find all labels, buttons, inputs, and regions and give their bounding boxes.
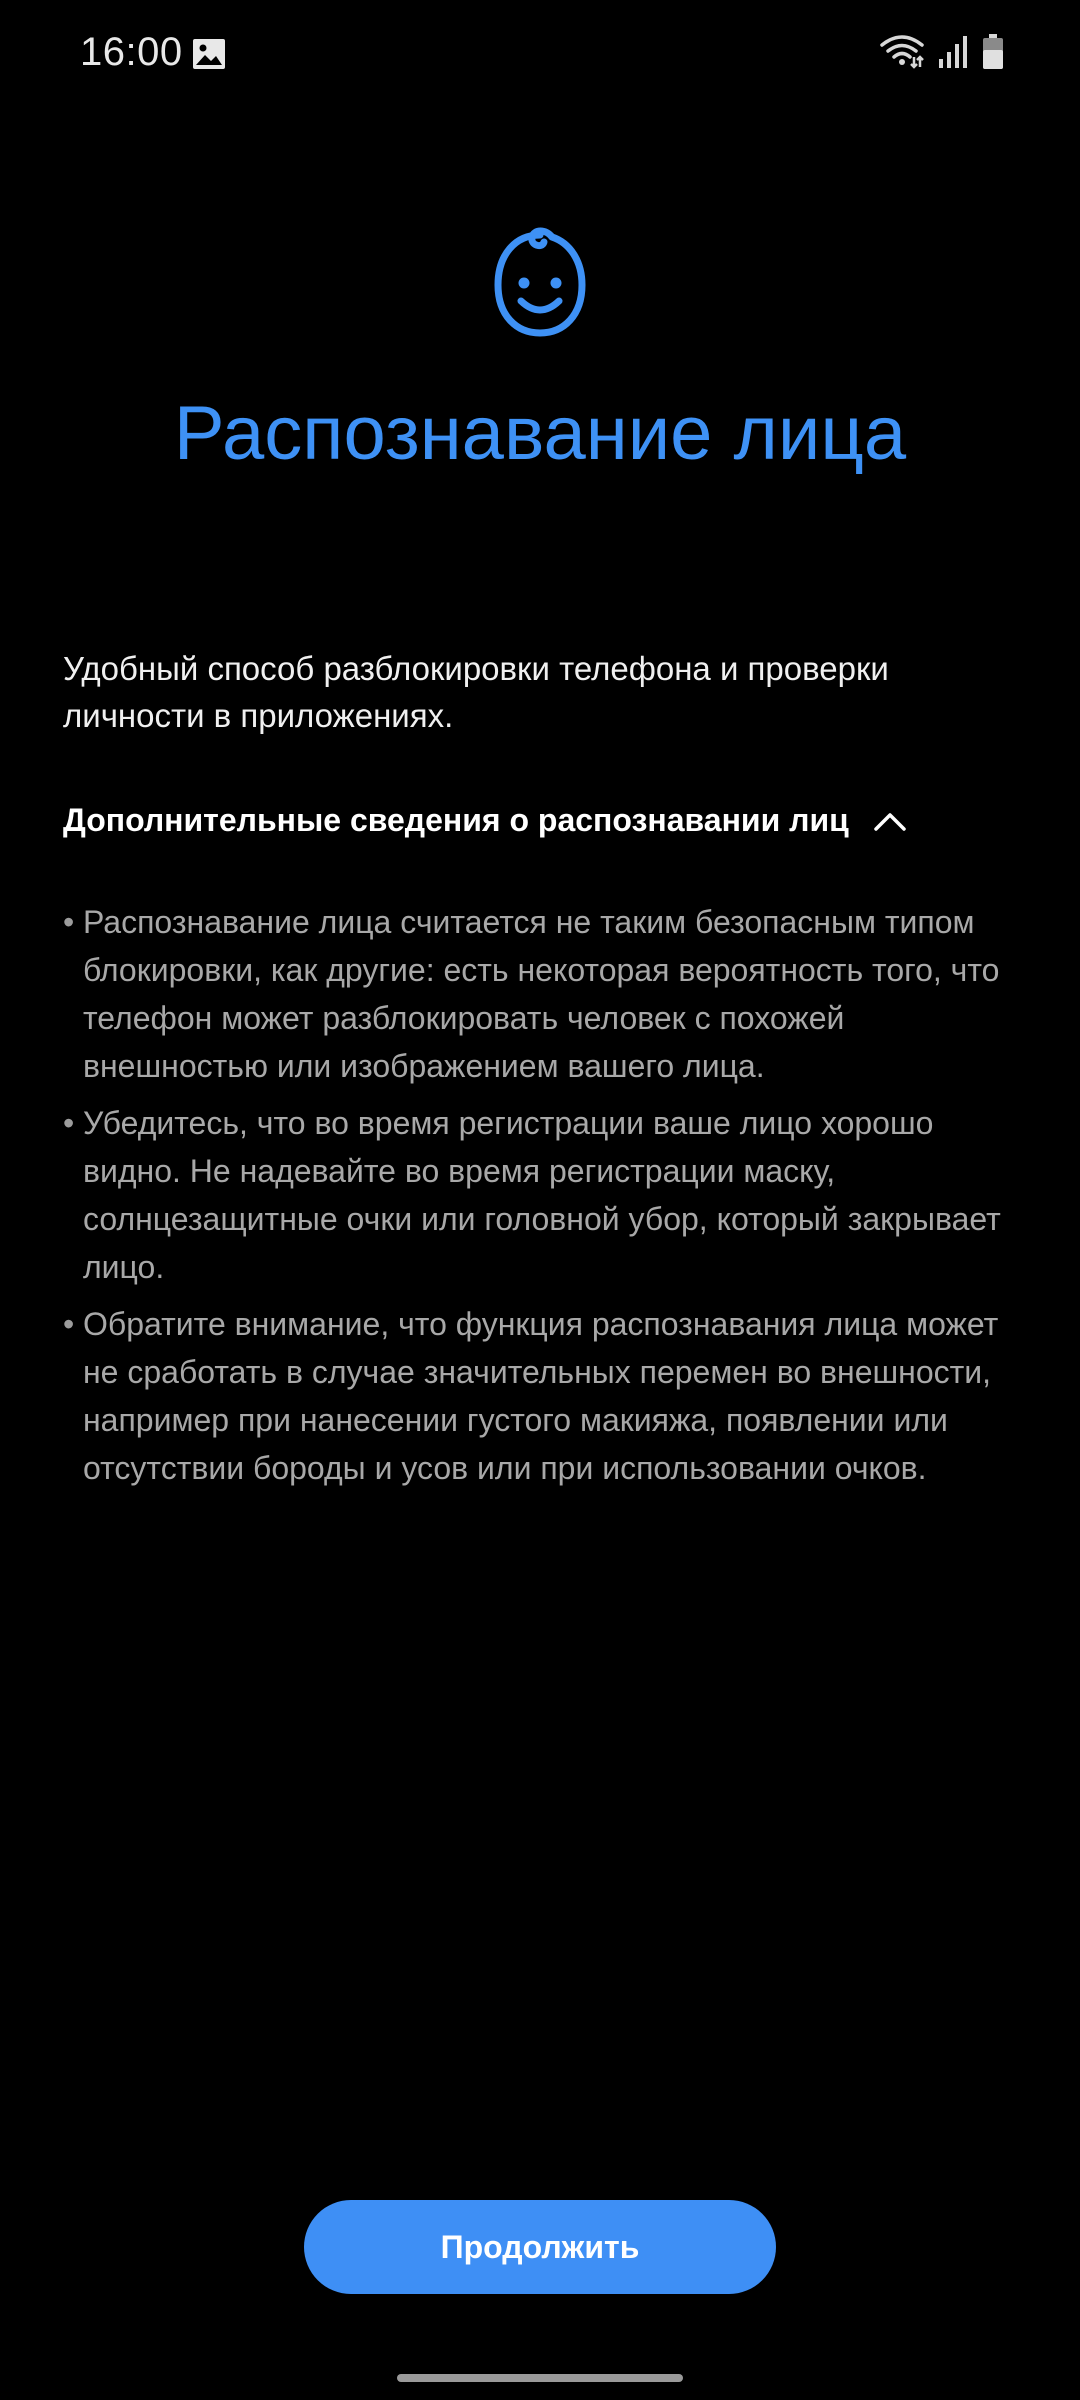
chevron-up-icon[interactable] (873, 810, 907, 832)
bullet-text: Обратите внимание, что функция распознавания лица может не сработать в случае значительных перемен во внешности, например при нанесении густого макияжа, появлении или отсутствии бороды и усов или при использовании очков. (83, 1306, 999, 1486)
page-title: Распознавание лица (173, 391, 907, 476)
home-indicator[interactable] (397, 2374, 683, 2382)
more-info-toggle[interactable] (63, 802, 907, 839)
description-text: Удобный способ разблокировки телефона и проверки личности в приложениях. (63, 650, 889, 734)
status-time: 16:00 (80, 30, 183, 74)
bullet-dot-icon: • (63, 1105, 75, 1141)
list-item (63, 898, 1023, 1090)
signal-icon (938, 35, 968, 69)
more-info-label: Дополнительные сведения о распознавании лиц (63, 802, 849, 838)
list-item (63, 1099, 1023, 1291)
status-icons (880, 34, 1004, 70)
info-bullet-list (63, 898, 1023, 1501)
bullet-dot-icon: • (63, 1306, 75, 1342)
gallery-icon (192, 38, 226, 70)
bullet-dot-icon: • (63, 904, 75, 940)
bullet-text: Распознавание лица считается не таким безопасным типом блокировки, как другие: есть некоторая вероятность того, что телефон может разблокировать человек с похожей внешностью или изображением вашего лица. (83, 904, 1000, 1084)
wifi-icon (880, 35, 924, 69)
battery-icon (982, 34, 1004, 70)
list-item (63, 1300, 1023, 1492)
face-icon (490, 225, 590, 339)
status-bar (0, 0, 1080, 110)
continue-button[interactable]: Продолжить (304, 2200, 776, 2294)
bullet-text: Убедитесь, что во время регистрации ваше лицо хорошо видно. Не надевайте во время регистрации маску, солнцезащитные очки или головной убор, который закрывает лицо. (83, 1105, 1001, 1285)
